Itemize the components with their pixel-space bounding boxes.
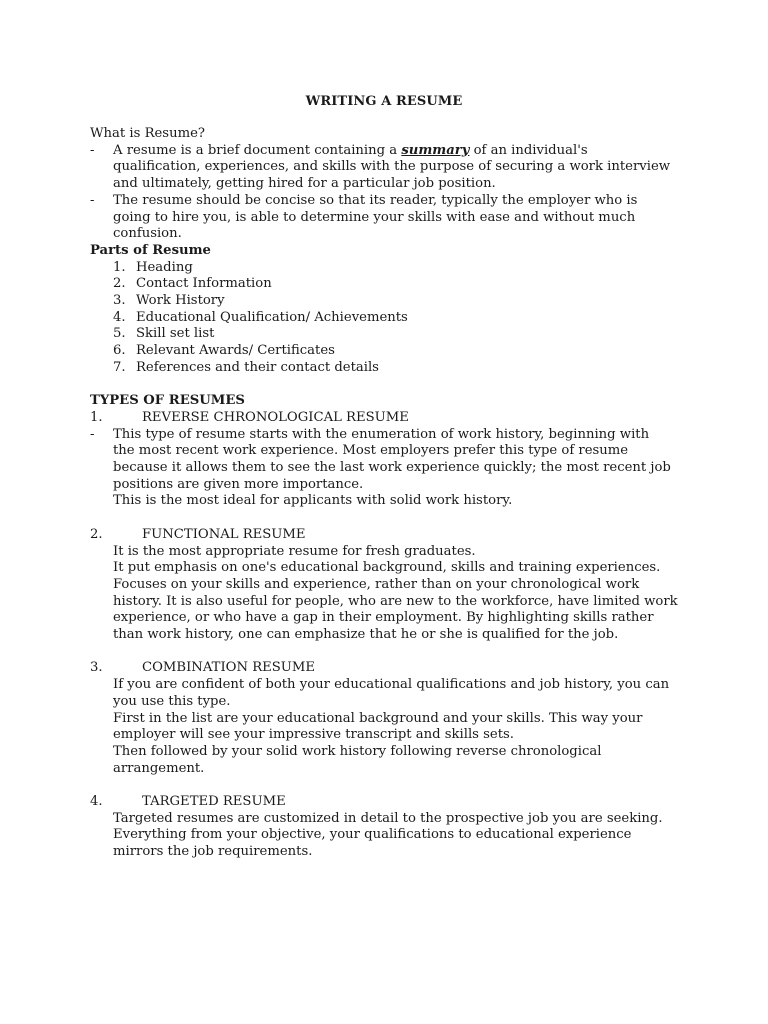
spacer	[90, 777, 690, 794]
list-number: 6.	[113, 343, 126, 359]
list-item	[90, 343, 690, 360]
description-line: This type of resume starts with the enumeration of work history, beginning with	[113, 426, 650, 442]
type-name: TARGETED RESUME	[142, 794, 286, 810]
list-item	[90, 293, 690, 310]
description-line: you use this type.	[113, 693, 231, 709]
list-item	[90, 310, 690, 327]
bullet-line: confusion.	[113, 226, 182, 242]
description-line: Targeted resumes are customized in detail to the prospective job you are seeking.	[113, 810, 663, 826]
list-item	[90, 326, 690, 343]
type-number: 4.	[90, 794, 103, 810]
spacer	[90, 644, 690, 661]
description-line: It put emphasis on one's educational background, skills and training experiences.	[113, 560, 661, 576]
spacer	[90, 510, 690, 527]
type-number: 1.	[90, 409, 103, 425]
list-number: 3.	[113, 293, 126, 309]
description-line: history. It is also useful for people, who are new to the workforce, have limited work	[113, 593, 678, 609]
types-heading: TYPES OF RESUMES	[90, 393, 245, 409]
summary-emphasis: summary	[401, 142, 470, 158]
parts-list	[90, 260, 690, 377]
list-label: Heading	[136, 259, 193, 275]
description-line: the most recent work experience. Most employers prefer this type of resume	[113, 443, 629, 459]
parts-heading: Parts of Resume	[90, 242, 211, 258]
intro-question: What is Resume?	[90, 126, 205, 141]
bullet-line: The resume should be concise so that its reader, typically the employer who is	[113, 192, 638, 208]
description-line: because it allows them to see the last work experience quickly; the most recent job	[113, 460, 671, 476]
list-label: Work History	[136, 293, 225, 309]
bullet-line: going to hire you, is able to determine your skills with ease and without much	[113, 209, 636, 225]
type-name: COMBINATION RESUME	[142, 660, 316, 676]
bullet-first-line	[113, 143, 690, 160]
type-description-targeted	[90, 811, 690, 861]
list-label: References and their contact details	[136, 359, 379, 375]
description-line: If you are confident of both your educational qualifications and job history, you can	[113, 677, 670, 693]
bullet-text: A resume is a brief document containing a	[113, 142, 402, 158]
list-number: 1.	[113, 259, 126, 275]
description-line: It is the most appropriate resume for fresh graduates.	[113, 543, 476, 559]
type-heading-targeted	[90, 794, 690, 811]
type-number: 2.	[90, 526, 103, 542]
list-number: 7.	[113, 359, 126, 375]
description-line: First in the list are your educational background and your skills. This way your	[113, 710, 643, 726]
description-line: Focuses on your skills and experience, rather than on your chronological work	[113, 576, 640, 592]
description-line: positions are given more importance.	[113, 476, 364, 492]
list-label: Contact Information	[136, 276, 272, 292]
type-description-functional	[90, 544, 690, 644]
list-item	[90, 276, 690, 293]
document-body	[90, 126, 690, 861]
description-line: experience, or who have a gap in their employment. By highlighting skills rather	[113, 610, 654, 626]
type-number: 3.	[90, 660, 103, 676]
list-item	[90, 260, 690, 277]
type-name: FUNCTIONAL RESUME	[142, 526, 306, 542]
description-line: This is the most ideal for applicants with solid work history.	[113, 493, 513, 509]
list-label: Skill set list	[136, 326, 215, 342]
spacer	[90, 377, 690, 394]
bullet-line: and ultimately, getting hired for a particular job position.	[113, 176, 496, 192]
type-description-reverse	[90, 427, 690, 511]
intro-bullet-1	[90, 143, 690, 193]
type-description-combination	[90, 677, 690, 777]
bullet-dash: -	[90, 192, 95, 208]
description-line: than work history, one can emphasize that he or she is qualified for the job.	[113, 627, 619, 643]
list-item	[90, 360, 690, 377]
type-name: REVERSE CHRONOLOGICAL RESUME	[142, 409, 409, 425]
bullet-text: of an individual's	[469, 142, 588, 158]
description-line: Then followed by your solid work history following reverse chronological	[113, 743, 602, 759]
document-title: WRITING A RESUME	[305, 94, 463, 109]
bullet-dash: -	[90, 426, 95, 442]
list-number: 5.	[113, 326, 126, 342]
bullet-dash: -	[90, 142, 95, 158]
list-label: Educational Qualification/ Achievements	[136, 309, 408, 325]
description-line: arrangement.	[113, 760, 205, 776]
type-heading-combination	[90, 660, 690, 677]
type-heading-reverse	[90, 410, 690, 427]
list-number: 2.	[113, 276, 126, 292]
description-line: mirrors the job requirements.	[113, 844, 313, 860]
bullet-line: qualification, experiences, and skills with the purpose of securing a work interview	[113, 159, 671, 175]
type-heading-functional	[90, 527, 690, 544]
intro-bullet-2	[90, 193, 690, 243]
list-number: 4.	[113, 309, 126, 325]
description-line: Everything from your objective, your qualifications to educational experience	[113, 827, 632, 843]
description-line: employer will see your impressive transcript and skills sets.	[113, 727, 514, 743]
list-label: Relevant Awards/ Certificates	[136, 343, 335, 359]
